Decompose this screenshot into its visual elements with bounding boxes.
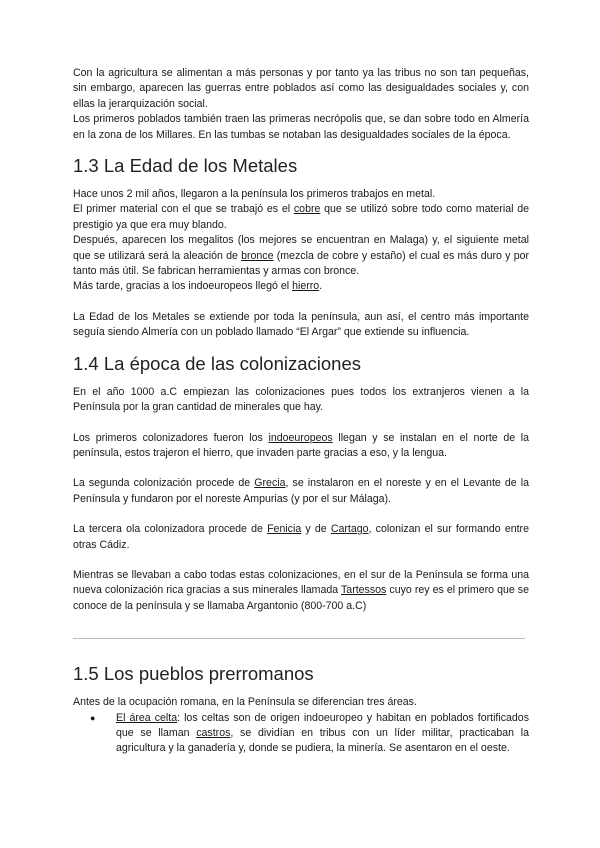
metals-line-3: Después, aparecen los megalitos (los mejores se encuentran en Malaga) y, el siguiente metal que se utilizará será la aleación de bronce (mezcla de cobre y estaño) el cual es más duro y por tanto más útil. Se fabrican herramientas y armas con bronce. xyxy=(73,234,529,278)
link-indoeuropeos[interactable]: indoeuropeos xyxy=(268,431,333,444)
intro-paragraph-2: Los primeros poblados también traen las primeras necrópolis que, se dan sobre todo en Almería en la zona de los Millares. En las tumbas se notaban las desigualdades sociales de la época. xyxy=(73,113,529,141)
colonization-paragraph-5: Mientras se llevaban a cabo todas estas colonizaciones, en el sur de la Península se forma una nueva colonización rica gracias a sus minerales llamada Tartessos cuyo rey es el primero que se conoce de la península y se llamaba Argantonio (800-700 a.C) xyxy=(73,568,529,612)
link-bronce[interactable]: bronce xyxy=(241,249,274,262)
metals-line-4: Más tarde, gracias a los indoeuropeos llegó el hierro. xyxy=(73,280,323,293)
colonization-paragraph-4: La tercera ola colonizadora procede de Fenicia y de Cartago, colonizan el sur formando entre otras Cádiz. xyxy=(73,523,529,551)
link-tartessos[interactable]: Tartessos xyxy=(341,584,387,597)
link-cobre[interactable]: cobre xyxy=(293,203,321,216)
colonization-paragraph-3: La segunda colonización procede de Grecia, se instalaron en el noreste y en el Levante de la Península y fundaron por el noreste Ampurias (y por el sur Málaga). xyxy=(73,477,529,505)
section-heading-1-3: 1.3 La Edad de los Metales xyxy=(73,155,298,177)
link-hierro[interactable]: hierro xyxy=(292,280,320,293)
metals-paragraph-2: La Edad de los Metales se extiende por toda la península, aun así, el centro más importante seguía siendo Almería con un poblado llamado “El Argar” que extiende su influencia. xyxy=(73,310,529,339)
horizontal-divider xyxy=(73,638,525,639)
section-heading-1-5: 1.5 Los pueblos prerromanos xyxy=(73,663,314,685)
link-castros[interactable]: castros xyxy=(196,726,231,739)
link-grecia[interactable]: Grecia xyxy=(254,477,286,490)
link-area-celta[interactable]: El área celta xyxy=(116,711,178,724)
list-item: ● El área celta: los celtas son de origen indoeuropeo y habitan en poblados fortificados que se llaman castros, se dividían en tribus con un líder militar, practicaban la agricultura y la ganadería y, donde se pudiera, la minería. Se asentaron en el oeste. xyxy=(90,711,529,755)
areas-list xyxy=(73,711,529,757)
intro-paragraph-1: Con la agricultura se alimentan a más personas y por tanto ya las tribus no son tan pequeñas, sin embargo, aparecen las guerras entre poblados así como las desigualdades sociales y, con ellas la jerarquización social. xyxy=(73,67,529,110)
document-page xyxy=(73,66,529,757)
metals-line-1: Hace unos 2 mil años, llegaron a la península los primeros trabajos en metal. xyxy=(73,188,436,201)
metals-line-2: El primer material con el que se trabajó es el cobre que se utilizó sobre todo como material de prestigio ya que era muy blando. xyxy=(73,203,529,231)
link-cartago[interactable]: Cartago xyxy=(330,523,369,536)
prerroman-paragraph-1: Antes de la ocupación romana, en la Península se diferencian tres áreas. xyxy=(73,696,417,709)
section-heading-1-4: 1.4 La época de las colonizaciones xyxy=(73,352,361,374)
bullet-icon: ● xyxy=(90,712,96,723)
colonization-paragraph-2: Los primeros colonizadores fueron los indoeuropeos llegan y se instalan en el norte de la península, estos trajeron el hierro, que invaden parte gracias a eso, y la lengua. xyxy=(73,431,530,459)
colonization-paragraph-1: En el año 1000 a.C empiezan las colonizaciones pues todos los extranjeros vienen a la Península por la gran cantidad de minerales que hay. xyxy=(73,385,529,414)
link-fenicia[interactable]: Fenicia xyxy=(267,523,302,536)
